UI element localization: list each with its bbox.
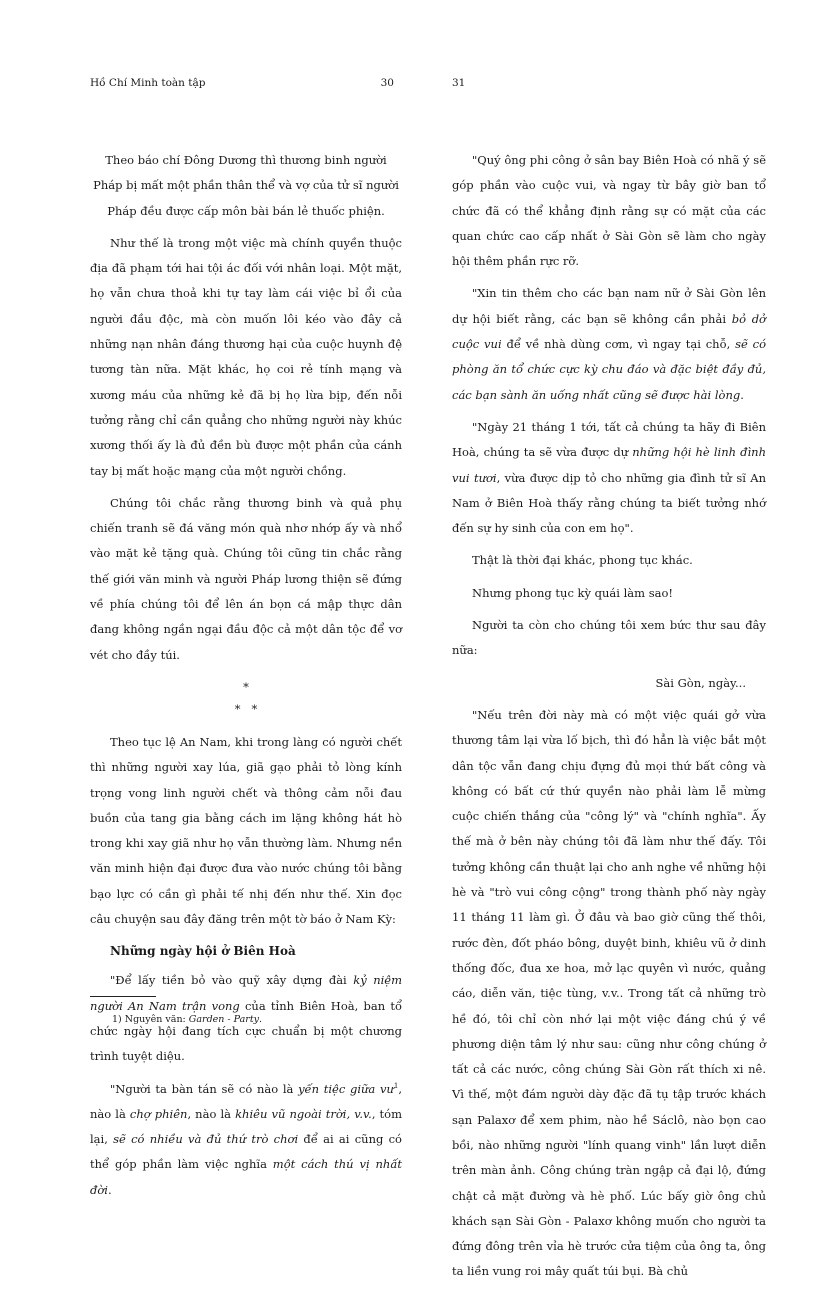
text: , nào là	[90, 1081, 402, 1121]
section-heading: Những ngày hội ở Biên Hoà	[110, 944, 296, 959]
text: "Người ta bàn tán sẽ có nào là	[110, 1081, 299, 1096]
paragraph	[452, 281, 766, 407]
emphasis: một cách thú vị nhất đời	[90, 1157, 402, 1197]
text: .	[740, 387, 744, 402]
text: để về nhà dùng cơm, vì ngay tại chỗ,	[501, 337, 736, 352]
footnote	[112, 1014, 262, 1025]
footnote-divider	[90, 996, 156, 997]
separator-star: *	[243, 679, 249, 694]
left-page	[90, 0, 403, 1197]
paragraph: Người ta còn cho chúng tôi xem bức thư sau đây nữa:	[452, 618, 766, 658]
text: .	[107, 1182, 112, 1197]
letter-dateline: Sài Gòn, ngày...	[655, 675, 746, 690]
paragraph: "Nếu trên đời này mà có một việc quái gở vừa thương tâm lại vừa lố bịch, thì đó hẳn là việc bắt một dân tộc vẫn đang chịu đựng đủ mọi thứ bất công và không có bất cứ thứ quyền nào phải làm lễ mừng cuộc chiến thắng của "công lý" và "chính nghĩa". Ấy thế mà ở bên này chúng tôi đã làm như thế đấy. Tôi tưởng không cần thuật lại cho anh nghe về những hội hè và "trò vui công cộng" trong thành phố này ngày 11 tháng 11 làm gì. Ở đâu và bao giờ cũng thế thôi, rước đèn, đốt pháo bông, duyệt binh, khiêu vũ ở dinh thống đốc, đua xe hoa, mở lạc quyên vì nước, quảng cáo, diễn văn, tiệc tùng, v.v.. Trong tất cả những trò hề đó, tôi chỉ còn nhớ lại một việc đáng chú ý về phương diện tâm lý như sau: cũng như công chúng ở tất cả các nước, công chúng Sài Gòn rất thích xi nê. Vì thế, một đám người dày đặc đã tụ tập trước khách sạn Palaxơ để xem phim, nào hề Sáclô, nào bọn cao bồi, nào những người "lính quang vinh" lần lượt diễn trên màn ảnh. Công chúng tràn ngập cả đại lộ, đứng chật cả mặt đường và hè phố. Lúc bấy giờ ông chủ khách sạn Sài Gòn - Palaxơ không muốn cho người ta đứng đông trên vỉa hè trước cửa tiệm của ông ta, ông ta liền vung roi mây quất túi bụi. Bà chủ	[452, 707, 766, 1279]
paragraph: Thật là thời đại khác, phong tục khác.	[472, 553, 693, 568]
emphasis: Garden - Party	[188, 1014, 260, 1025]
footnote-marker[interactable]: 1	[393, 1081, 399, 1090]
emphasis: yến tiệc giữa vư	[298, 1081, 394, 1096]
emphasis: chợ phiên	[129, 1106, 188, 1121]
emphasis: bỏ dở cuộc vui	[452, 311, 766, 352]
text: .	[259, 1014, 263, 1025]
emphasis: sẽ có nhiều và đủ thứ trò chơi	[113, 1132, 299, 1147]
running-title: Hồ Chí Minh toàn tập	[90, 77, 206, 89]
text: 1) Nguyên văn:	[112, 1014, 189, 1025]
page-number-left: 30	[380, 77, 394, 89]
text: của tỉnh Biên Hoà, ban tổ chức ngày hội đang tích cực chuẩn bị một chương trình tuyệt diệu.	[90, 998, 402, 1064]
right-page-body	[452, 148, 766, 1292]
paragraph: Theo báo chí Đông Dương thì thương binh người Pháp bị mất một phần thân thể và vợ của tử sĩ người Pháp đều được cấp môn bài bán lẻ thuốc phiện.	[93, 153, 399, 218]
text: "Xin tin thêm cho các bạn nam nữ ở Sài Gòn lên dự hội biết rằng, các bạn sẽ không cần phải	[452, 286, 766, 326]
text: "Để lấy tiền bỏ vào quỹ xây dựng đài	[110, 973, 354, 988]
page-number-right: 31	[452, 77, 466, 89]
paragraph: Nhưng phong tục kỳ quái làm sao!	[472, 585, 674, 600]
paragraph: Như thế là trong một việc mà chính quyền thuộc địa đã phạm tới hai tội ác đối với nhân loại. Một mặt, họ vẫn chưa thoả khi tự tay làm cái việc bỉ ổi của người đầu độc, mà còn muốn lôi kéo vào đây cả những nạn nhân đáng thương hại của cuộc huynh đệ tương tàn nữa. Mặt khác, họ coi rẻ tính mạng và xương máu của những kẻ đã bị họ lừa bịp, đến nỗi tưởng rằng chỉ cần quẳng cho những người này khúc xương thối ấy là đủ đền bù được một phần của cánh tay bị mất hoặc mạng của một người chồng.	[90, 235, 402, 478]
left-page-body	[90, 148, 402, 1210]
emphasis: kỷ niệm người An Nam trận vong	[90, 973, 402, 1013]
paragraph: Chúng tôi chắc rằng thương binh và quả phụ chiến tranh sẽ đá văng món quà nhơ nhớp ấy và nhổ vào mặt kẻ tặng quà. Chúng tôi cũng tin chắc rằng thế giới văn minh và người Pháp lương thiện sẽ đứng về phía chúng tôi để lên án bọn cá mập thực dân đang không ngần ngại đầu độc cả một dân tộc để vơ vét cho đầy túi.	[90, 495, 402, 662]
paragraph: Theo tục lệ An Nam, khi trong làng có người chết thì những người xay lúa, giã gạo phải tỏ lòng kính trọng vong linh người chết và thông cảm nỗi đau buồn của tang gia bằng cách im lặng không hát hò trong khi xay giã như họ vẫn thường làm. Nhưng nền văn minh hiện đại được đưa vào nước chúng tôi bằng bạo lực có cần gì phải tế nhị đến như thế. Xin đọc câu chuyện sau đây đăng trên một tờ báo ở Nam Kỳ:	[90, 734, 402, 927]
paragraph: "Quý ông phi công ở sân bay Biên Hoà có nhã ý sẽ góp phần vào cuộc vui, và ngay từ bây giờ ban tổ chức đã có thể khẳng định rằng sự có mặt của các quan chức cao cấp nhất ở Sài Gòn sẽ làm cho ngày hội thêm phần rực rỡ.	[452, 153, 766, 269]
text: , tóm lại,	[90, 1106, 403, 1147]
emphasis: sẽ có phòng ăn tổ chức cực kỳ chu đáo và đặc biệt đầy đủ, các bạn sành ăn uống nhất cũng sẽ được hài lòng	[452, 337, 767, 402]
text: , vừa được dịp tỏ cho những gia đình tử sĩ An Nam ở Biên Hoà thấy rằng chúng ta biết tưởng nhớ đến sự hy sinh của con em họ".	[452, 470, 767, 536]
emphasis: những hội hè linh đình vui tươi	[452, 445, 766, 485]
emphasis: khiêu vũ ngoài trời, v.v.	[235, 1106, 372, 1121]
paragraph	[90, 1077, 402, 1203]
text: , nào là	[187, 1106, 236, 1121]
text: "Ngày 21 tháng 1 tới, tất cả chúng ta hãy đi Biên Hoà, chúng ta sẽ vừa được dự	[452, 419, 766, 460]
section-separator	[90, 676, 402, 720]
text: để ai ai cũng có thể góp phần làm việc nghĩa	[90, 1132, 402, 1172]
paragraph	[452, 415, 766, 541]
separator-stars: * *	[234, 701, 258, 716]
right-page	[452, 0, 767, 1279]
